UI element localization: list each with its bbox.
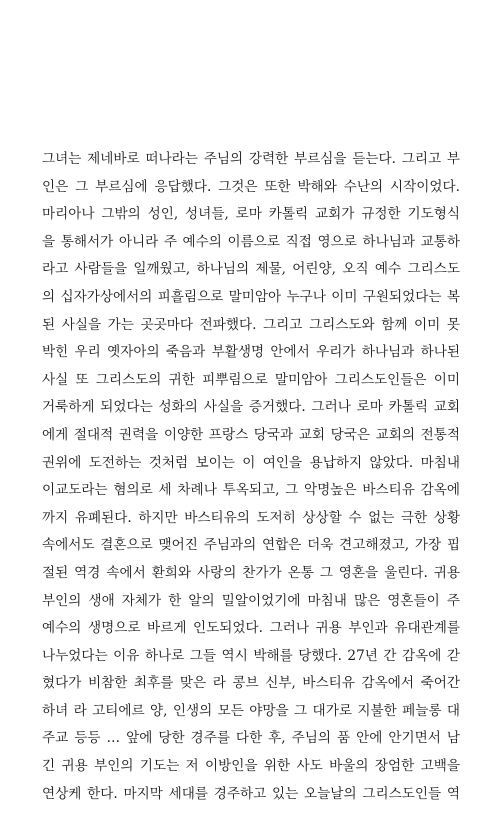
- text-line: 까지 유폐된다. 하지만 바스티유의 도저히 상상할 수 없는 극한 상황: [42, 509, 460, 526]
- text-line: 거룩하게 되었다는 성화의 사실을 증거했다. 그러나 로마 카톨릭 교회: [42, 399, 460, 416]
- text-line: 된 사실을 가는 곳곳마다 전파했다. 그리고 그리스도와 함께 이미 못: [42, 316, 460, 333]
- text-line: 인은 그 부르심에 응답했다. 그것은 또한 박해와 수난의 시작이었다.: [42, 178, 460, 195]
- text-line: 이교도라는 혐의로 세 차례나 투옥되고, 그 악명높은 바스티유 감옥에: [42, 482, 460, 499]
- body-text: [42, 146, 460, 808]
- text-line: 박힌 우리 옛자아의 죽음과 부활생명 안에서 우리가 하나님과 하나된: [42, 344, 460, 361]
- text-line: 권위에 도전하는 것처럼 보이는 이 여인을 용납하지 않았다. 마침내: [42, 454, 460, 471]
- text-line: 속에서도 결혼으로 맺어진 주님과의 연합은 더욱 견고해졌고, 가장 핍: [42, 537, 460, 554]
- text-line: 사실 또 그리스도의 귀한 피뿌림으로 말미암아 그리스도인들은 이미: [42, 371, 460, 388]
- text-line: 주교 등등 … 앞에 당한 경주를 다한 후, 주님의 품 안에 안기면서 남: [42, 730, 460, 747]
- text-line: 마리아나 그밖의 성인, 성녀들, 로마 카톨릭 교회가 규정한 기도형식: [42, 206, 460, 223]
- text-line: 긴 귀용 부인의 기도는 저 이방인을 위한 사도 바울의 장엄한 고백을: [42, 758, 460, 775]
- text-line: 연상케 한다. 마지막 세대를 경주하고 있는 오늘날의 그리스도인들 역: [42, 785, 460, 802]
- text-line: 부인의 생애 자체가 한 알의 밀알이었기에 마침내 많은 영혼들이 주: [42, 592, 460, 609]
- text-line: 하녀 라 고티에르 양, 인생의 모든 야망을 그 대가로 지불한 페늘롱 대: [42, 702, 460, 719]
- text-line: 예수의 생명으로 바르게 인도되었다. 그러나 귀용 부인과 유대관계를: [42, 620, 460, 637]
- text-line: 의 십자가상에서의 피흘림으로 말미암아 누구나 이미 구원되었다는 복: [42, 288, 460, 305]
- text-line: 절된 역경 속에서 환희와 사랑의 찬가가 온통 그 영혼을 울린다. 귀용: [42, 564, 460, 581]
- text-line: 나누었다는 이유 하나로 그들 역시 박해를 당했다. 27년 간 감옥에 갇: [42, 647, 460, 664]
- text-line: 에게 절대적 권력을 이양한 프랑스 당국과 교회 당국은 교회의 전통적: [42, 426, 460, 443]
- text-line: 을 통해서가 아니라 주 예수의 이름으로 직접 영으로 하나님과 교통하: [42, 233, 460, 250]
- text-line: 그녀는 제네바로 떠나라는 주님의 강력한 부르심을 듣는다. 그리고 부: [42, 151, 460, 167]
- text-line: 라고 사람들을 일깨웠고, 하나님의 제물, 어린양, 오직 예수 그리스도: [42, 261, 460, 278]
- text-line: 혔다가 비참한 최후를 맞은 라 콩브 신부, 바스티유 감옥에서 죽어간: [42, 675, 460, 692]
